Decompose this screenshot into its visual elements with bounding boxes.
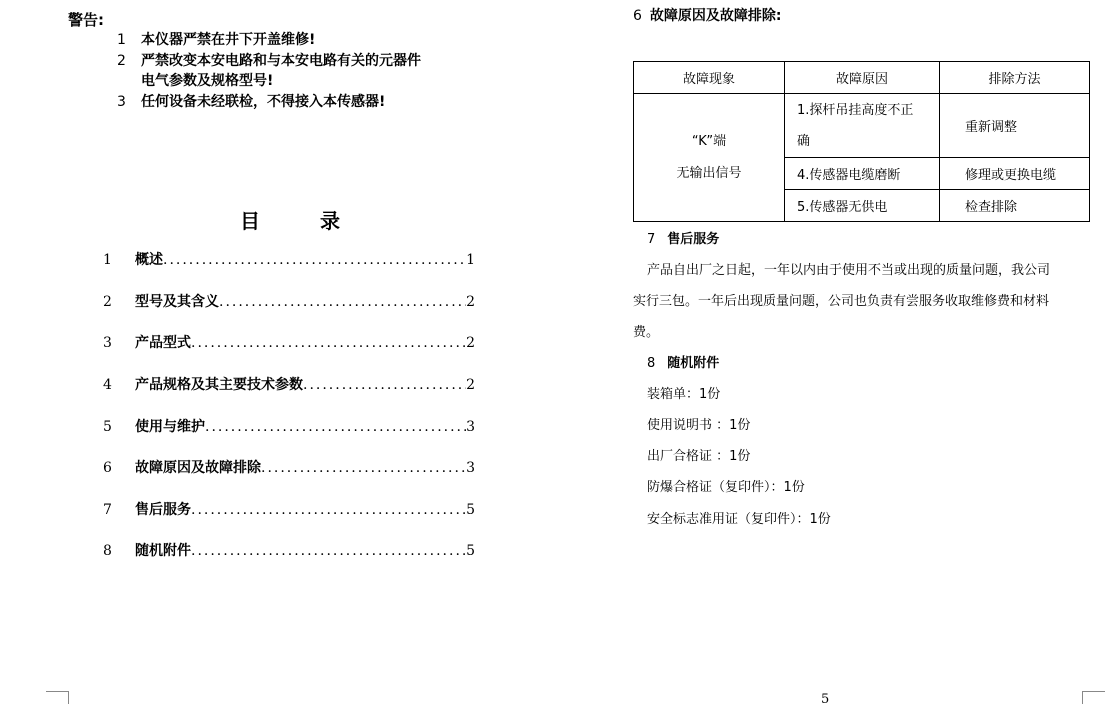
warning-item-text-continued: 电气参数及规格型号! xyxy=(141,73,274,89)
toc-entry[interactable] xyxy=(103,332,475,354)
fault-cause-line: 1.探杆吊挂高度不正 xyxy=(797,102,914,118)
service-paragraph-line: 实行三包。一年后出现质量问题，公司也负责有尝服务收取维修费和材料 xyxy=(633,294,1050,309)
accessory-item: 使用说明书 ：1份 xyxy=(647,418,751,433)
section-number: 6 xyxy=(633,8,642,24)
fault-cause-cell: 5.传感器无供电 xyxy=(785,190,940,222)
toc-entry[interactable] xyxy=(103,540,475,562)
page-number: 5 xyxy=(821,692,830,707)
toc-entry-label: 产品规格及其主要技术参数 xyxy=(135,377,303,393)
fault-cause-cell xyxy=(785,94,940,158)
toc-entry-number: 1 xyxy=(103,252,112,268)
fault-cause-cell: 4.传感器电缆磨断 xyxy=(785,158,940,190)
toc-title: 目录 xyxy=(240,209,400,233)
accessory-item: 出厂合格证 ：1份 xyxy=(647,449,751,464)
fault-table-header-row xyxy=(634,62,1090,94)
accessory-item: 装箱单：1份 xyxy=(647,387,721,402)
toc-entry-number: 3 xyxy=(103,335,112,351)
section-number: 8 xyxy=(647,356,656,371)
toc-leader-dots xyxy=(219,294,466,310)
warning-item-text: 本仪器严禁在井下开盖维修! xyxy=(141,32,316,48)
toc-entry-number: 4 xyxy=(103,377,112,393)
section-title: 售后服务 xyxy=(667,232,720,247)
toc-entry-page: 2 xyxy=(466,377,475,393)
warning-item xyxy=(117,30,517,50)
toc-entry-label: 使用与维护 xyxy=(135,419,205,435)
toc-entry-page: 2 xyxy=(466,335,475,351)
warning-item xyxy=(117,51,517,91)
toc-leader-dots xyxy=(163,252,466,268)
toc-entry-label: 概述 xyxy=(135,252,163,268)
fault-table-header: 排除方法 xyxy=(940,62,1090,94)
warning-item-number: 1 xyxy=(117,32,126,48)
toc-entry-label: 产品型式 xyxy=(135,335,191,351)
toc-entry[interactable] xyxy=(103,249,475,271)
service-paragraph-line: 费。 xyxy=(633,325,660,340)
warning-item-number: 3 xyxy=(117,94,126,110)
toc-entry[interactable] xyxy=(103,416,475,438)
toc-entry-page: 5 xyxy=(466,502,475,518)
section-6-heading xyxy=(633,5,782,25)
toc-leader-dots xyxy=(191,335,466,351)
toc-entry[interactable] xyxy=(103,374,475,396)
toc-entry-label: 故障原因及故障排除 xyxy=(135,460,261,476)
section-number: 7 xyxy=(647,232,656,247)
warning-item-number: 2 xyxy=(117,53,126,69)
fault-phenomenon-line: 无输出信号 xyxy=(676,165,742,181)
toc-entry[interactable] xyxy=(103,499,475,521)
fault-table-header: 故障现象 xyxy=(634,62,785,94)
fault-remedy-cell: 检查排除 xyxy=(940,190,1090,222)
accessory-item: 防爆合格证（复印件）：1份 xyxy=(647,480,805,495)
fault-remedy-cell: 修理或更换电缆 xyxy=(940,158,1090,190)
warning-title: 警告: xyxy=(68,11,104,29)
toc-entry-page: 1 xyxy=(466,252,475,268)
toc-entry[interactable] xyxy=(103,291,475,313)
section-title: 故障原因及故障排除: xyxy=(649,8,782,24)
toc-entry[interactable] xyxy=(103,457,475,479)
toc-leader-dots xyxy=(191,543,466,559)
warning-item xyxy=(117,92,517,112)
fault-phenomenon-cell xyxy=(634,94,785,222)
toc-entry-label: 随机附件 xyxy=(135,543,191,559)
fault-table xyxy=(633,61,1090,222)
toc-leader-dots xyxy=(261,460,466,476)
toc-entry-page: 2 xyxy=(466,294,475,310)
toc-entry-number: 5 xyxy=(103,419,112,435)
fault-table-header: 故障原因 xyxy=(785,62,940,94)
fault-table-row xyxy=(634,94,1090,158)
toc-entry-label: 型号及其含义 xyxy=(135,294,219,310)
section-title: 随机附件 xyxy=(667,356,720,371)
toc-entry-label: 售后服务 xyxy=(135,502,191,518)
fault-phenomenon-line: “K”端 xyxy=(691,133,727,149)
toc-leader-dots xyxy=(191,502,466,518)
toc-leader-dots xyxy=(205,419,466,435)
toc-entry-page: 5 xyxy=(466,543,475,559)
toc-leader-dots xyxy=(303,377,466,393)
page-corner-mark xyxy=(46,691,69,704)
fault-remedy-cell: 重新调整 xyxy=(940,94,1090,158)
toc-entry-number: 8 xyxy=(103,543,112,559)
toc-entry-number: 7 xyxy=(103,502,112,518)
warning-item-text: 严禁改变本安电路和与本安电路有关的元器件 xyxy=(141,53,421,69)
toc-entry-page: 3 xyxy=(466,419,475,435)
page-corner-mark xyxy=(1082,691,1105,704)
service-paragraph-line: 产品自出厂之日起，一年以内由于使用不当或出现的质量问题，我公司 xyxy=(647,263,1051,278)
accessory-item: 安全标志准用证（复印件）：1份 xyxy=(647,512,831,527)
section-7-heading xyxy=(647,228,719,247)
toc-entry-page: 3 xyxy=(466,460,475,476)
warning-item-text: 任何设备未经联检，不得接入本传感器! xyxy=(141,94,386,110)
section-8-heading xyxy=(647,352,719,371)
toc-entry-number: 2 xyxy=(103,294,112,310)
fault-cause-line: 确 xyxy=(797,133,811,149)
toc-entry-number: 6 xyxy=(103,460,112,476)
